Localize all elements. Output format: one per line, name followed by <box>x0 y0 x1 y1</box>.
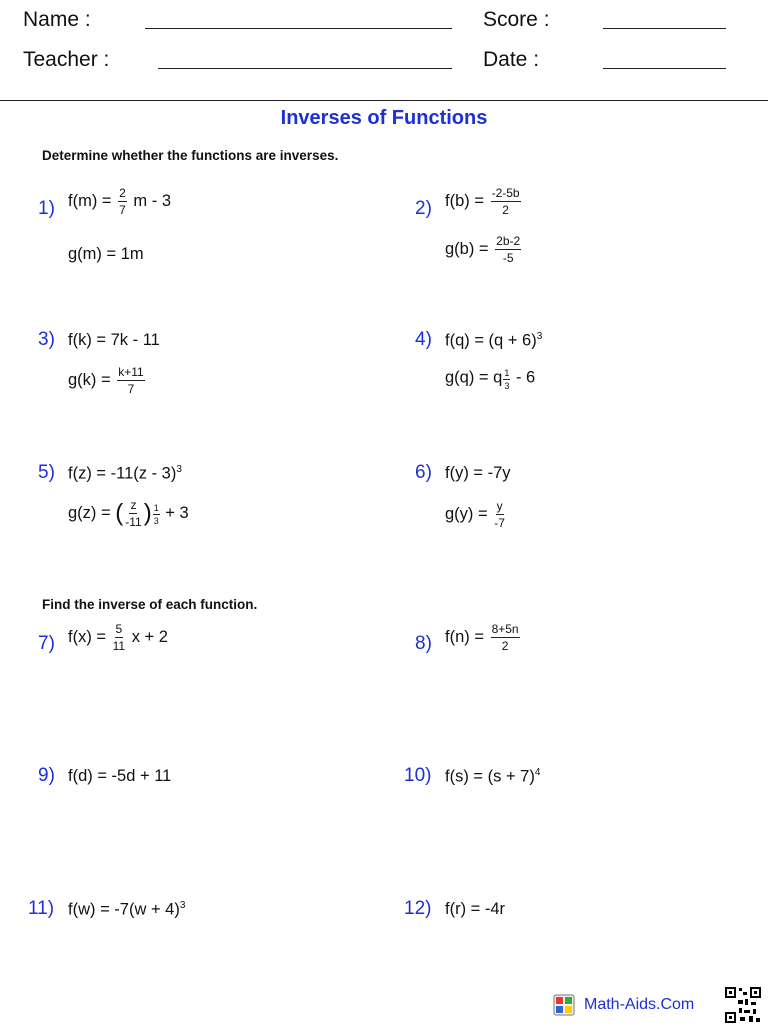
problem-3-g: g(k) = $\frac{k+11}{7}$ <box>68 365 144 396</box>
section2-instruction: Find the inverse of each function. <box>42 597 258 612</box>
problem-number: 5) <box>38 462 55 483</box>
problem-number: 2) <box>415 198 432 219</box>
problem-1-f: f(m) = $\frac{2}{7}$ m - 3 <box>68 186 172 217</box>
problem-number: 9) <box>38 765 55 786</box>
teacher-label: Teacher : <box>23 48 110 71</box>
problem-number: 6) <box>415 462 432 483</box>
problem-7-f: f(x) = $\frac{5}{11}$ x + 2 <box>68 622 168 653</box>
problem-4-f: $f(q) = (q + 6)^3$ <box>445 331 543 350</box>
problem-6-g: g(y) = $\frac{y}{-7}$ <box>445 499 505 530</box>
problem-number: 8) <box>415 633 432 654</box>
problem-number: 3) <box>38 329 55 350</box>
problem-8-f: f(n) = $\frac{8+5n}{2}$ <box>445 622 519 653</box>
brand-link[interactable]: Math-Aids.Com <box>584 996 695 1013</box>
problem-2-f: f(b) = $\frac{-2-5b}{2}$ <box>445 186 520 217</box>
problem-number: 1) <box>38 198 55 219</box>
problem-number: 4) <box>415 329 432 350</box>
problem-number: 10) <box>404 765 432 786</box>
problem-11-f: $f(w) = -7(w + 4)^3$ <box>68 900 186 919</box>
date-label: Date : <box>483 48 540 71</box>
header-divider <box>0 100 768 101</box>
problem-3-f: f(k) = 7k - 11 <box>68 331 160 349</box>
problem-4-g: g(q) = q $\frac{1}{3}$ - 6 <box>445 368 536 391</box>
problem-1-g: g(m) = 1m <box>68 245 144 263</box>
qr-code-icon <box>724 986 762 1024</box>
problem-10-f: $f(s) = (s + 7)^4$ <box>445 767 541 786</box>
calculator-logo-icon <box>553 994 575 1016</box>
problem-12-f: f(r) = -4r <box>445 900 506 918</box>
worksheet-title: Inverses of Functions <box>280 107 488 129</box>
date-line <box>603 68 726 69</box>
problem-5-f: f(z) = -11(z - 3)$^3$ <box>68 464 182 483</box>
problem-6-f: f(y) = -7y <box>445 464 511 482</box>
problem-number: 12) <box>404 898 432 919</box>
name-line <box>145 28 452 29</box>
problem-number: 7) <box>38 633 55 654</box>
name-label: Name : <box>23 8 91 31</box>
problem-number: 11) <box>28 898 55 919</box>
teacher-line <box>158 68 452 69</box>
problem-2-g: g(b) = $\frac{2b-2}{-5}$ <box>445 234 521 265</box>
score-line <box>603 28 726 29</box>
score-label: Score : <box>483 8 550 31</box>
section1-instruction: Determine whether the functions are inverses. <box>42 148 339 163</box>
problem-5-g: g(z) = ( $\frac{z}{-11}$ ) $\frac{1}{3}$ + 3 <box>68 498 189 529</box>
problem-9-f: f(d) = -5d + 11 <box>68 767 172 785</box>
